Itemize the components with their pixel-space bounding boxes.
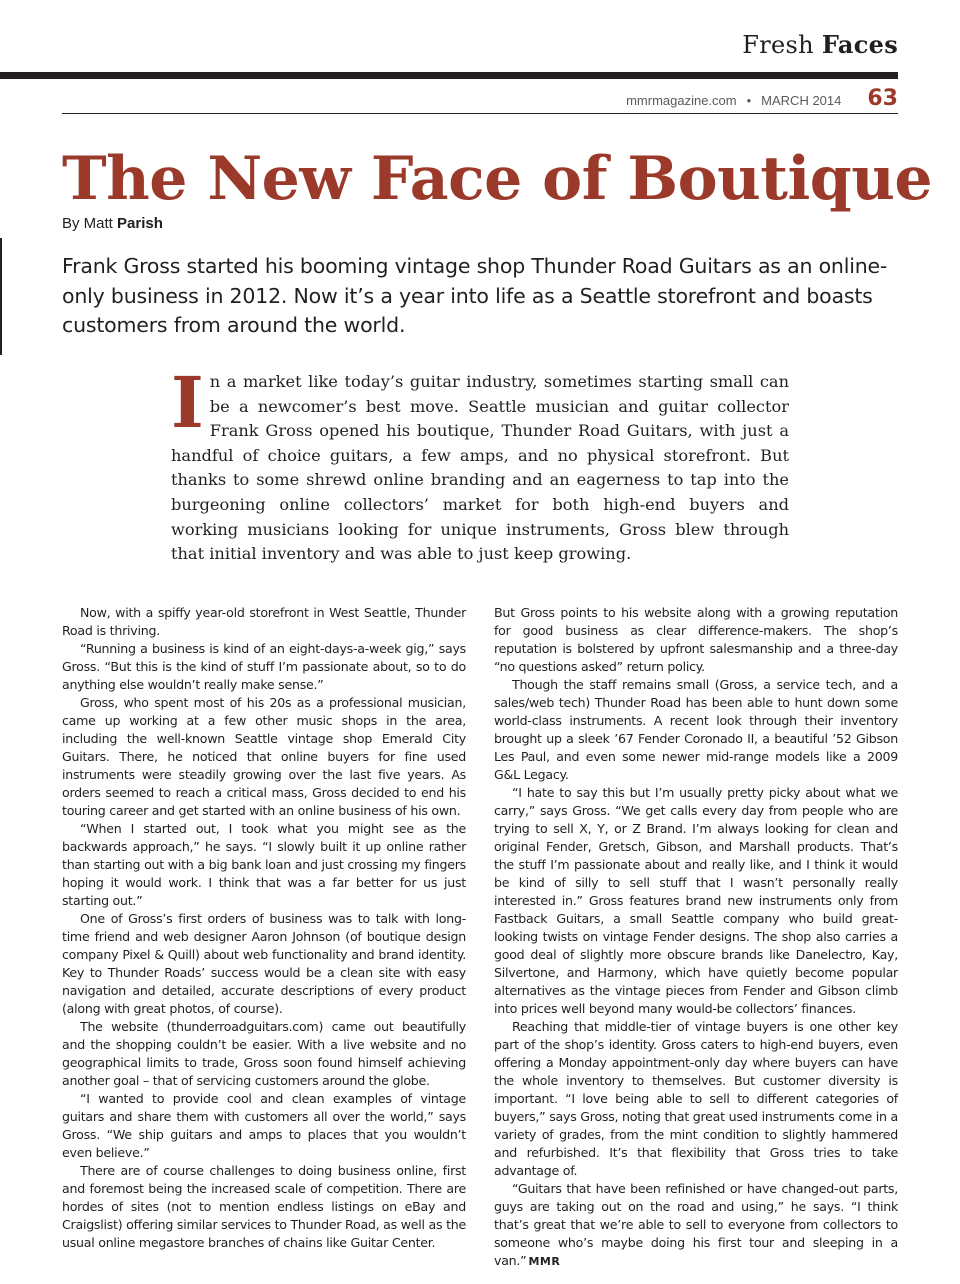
paragraph-text: “Guitars that have been refinished or have changed-out parts, guys are taking out on the road and using,” he says. “I think that’s great that we’re able to sell to everyone from collectors to someone who’s maybe doing his first tour and sleeping in a van.” bbox=[494, 1181, 898, 1268]
issue-date: MARCH 2014 bbox=[761, 93, 842, 108]
deck: Frank Gross started his booming vintage shop Thunder Road Guitars as an online-only business in 2012. Now it’s a year into life as a Seattle storefront and boasts customers from around the world. bbox=[62, 254, 888, 337]
paragraph: “I hate to say this but I’m usually pretty picky about what we carry,” says Gross. “We get calls every day from people who are trying to sell X, Y, or Z Brand. I’m always looking for clean and original Fender, Gretsch, Gibson, and Marshall products. That’s the stuff I’m passionate about and really like, and I think it would be kind of silly to sell stuff that I wasn’t personally really interested in.” Gross features brand new instruments only from Fastback Guitars, a small Seattle company who build great-looking twists on vintage Fender designs. The shop also carries a good deal of slightly more obscure brands like Danelectro, Kay, Silvertone, and Harmony, which have quietly become popular alternatives as the vintage pieces from Fender and Gibson climb into prices well beyond many would-be collectors’ finances. bbox=[494, 785, 898, 1016]
paragraph: Now, with a spiffy year-old storefront in West Seattle, Thunder Road is thriving. bbox=[62, 605, 466, 638]
byline bbox=[62, 215, 163, 232]
folio-separator: • bbox=[746, 93, 752, 108]
margin-bar bbox=[0, 238, 2, 355]
paragraph: “Running a business is kind of an eight-days-a-week gig,” says Gross. “But this is the kind of stuff I’m passionate about, so to do anything else wouldn’t really make sense.” bbox=[62, 641, 466, 692]
header-rule bbox=[0, 72, 898, 79]
body-column-right bbox=[494, 604, 898, 1271]
paragraph: “I wanted to provide cool and clean examples of vintage guitars and share them with customers all over the world,” says Gross. “We ship guitars and amps to places that you wouldn’t even believe.” bbox=[62, 1091, 466, 1160]
body-column-left bbox=[62, 604, 466, 1252]
intro-text: n a market like today’s guitar industry, sometimes starting small can be a newcomer’s best move. Seattle musician and guitar collector Frank Gross opened his boutique, Thunder Road Guitars, with just a handful of choice guitars, a few amps, and no physical storefront. But thanks to some shrewd online branding and an eagerness to tap into the burgeoning online collectors’ market for both high-end buyers and working musicians looking for unique instruments, Gross blew through that initial inventory and was able to just keep growing. bbox=[171, 372, 789, 564]
intro-paragraph bbox=[171, 361, 789, 567]
byline-prefix: By Matt bbox=[62, 215, 113, 232]
site-url: mmrmagazine.com bbox=[626, 93, 737, 108]
byline-name: Parish bbox=[117, 215, 163, 232]
folio-rule bbox=[62, 113, 898, 114]
paragraph: One of Gross’s first orders of business was to talk with long-time friend and web designer Aaron Johnson (of boutique design company Pixel & Quill) about web functionality and brand identity. Key to Thunder Roads’ success would be a clean site with easy navigation and detailed, accurate descriptions of every product (along with great photos, of course). bbox=[62, 911, 466, 1016]
page-number: 63 bbox=[867, 86, 898, 111]
headline: The New Face of Boutique bbox=[62, 144, 933, 214]
paragraph: But Gross points to his website along with a growing reputation for good business as clear difference-makers. The shop’s reputation is bolstered by upfront salesmanship and a three-day “no questions asked” return policy. bbox=[494, 605, 898, 674]
paragraph: Though the staff remains small (Gross, a service tech, and a sales/web tech) Thunder Road has been able to hunt down some world-class instruments. A recent look through their inventory brought up a sleek ’67 Fender Coronado II, a beautiful ’52 Gibson Les Paul, and even some newer mid-range models like a 2009 G&L Legacy. bbox=[494, 677, 898, 782]
paragraph: The website (thunderroadguitars.com) came out beautifully and the shopping couldn’t be easier. With a live website and no geographical limits to trade, Gross soon found himself achieving another goal – that of servicing customers around the globe. bbox=[62, 1019, 466, 1088]
paragraph: Reaching that middle-tier of vintage buyers is one other key part of the shop’s identity. Gross caters to high-end buyers, even offering a Monday appointment-only day where buyers can have the whole inventory to themselves. But customer diversity is important. “I love being able to sell to different categories of buyers,” says Gross, noting that great used instruments come in a variety of grades, from the mint condition to slightly hammered and refurbished. It’s that flexibility that Gross tries to take advantage of. bbox=[494, 1019, 898, 1178]
end-mark: MMR bbox=[528, 1255, 561, 1268]
folio bbox=[626, 86, 898, 111]
paragraph: There are of course challenges to doing business online, first and foremost being the increased scale of competition. There are hordes of sites (not to mention endless listings on eBay and Craigslist) offering similar services to Thunder Road, as well as the usual online megastore branches of chains like Guitar Center. bbox=[62, 1163, 466, 1250]
paragraph: Gross, who spent most of his 20s as a professional musician, came up working at a few other music shops in the area, including the well-known Seattle vintage shop Emerald City Guitars. There, he noticed that online buyers for fine used instruments were steadily growing over the last five years. As orders seemed to reach a critical mass, Gross decided to end his touring career and get started with an online business of his own. bbox=[62, 695, 466, 818]
section-title-bold: Faces bbox=[821, 30, 898, 59]
paragraph: “When I started out, I took what you might see as the backwards approach,” he says. “I slowly built it up online rather than starting out with a big bank loan and just crossing my fingers hoping it would work. I think that was a far better for us just starting out.” bbox=[62, 821, 466, 908]
section-title bbox=[742, 30, 898, 59]
section-title-light: Fresh bbox=[742, 31, 814, 59]
paragraph-last bbox=[494, 1180, 898, 1271]
drop-cap: I bbox=[171, 361, 204, 444]
